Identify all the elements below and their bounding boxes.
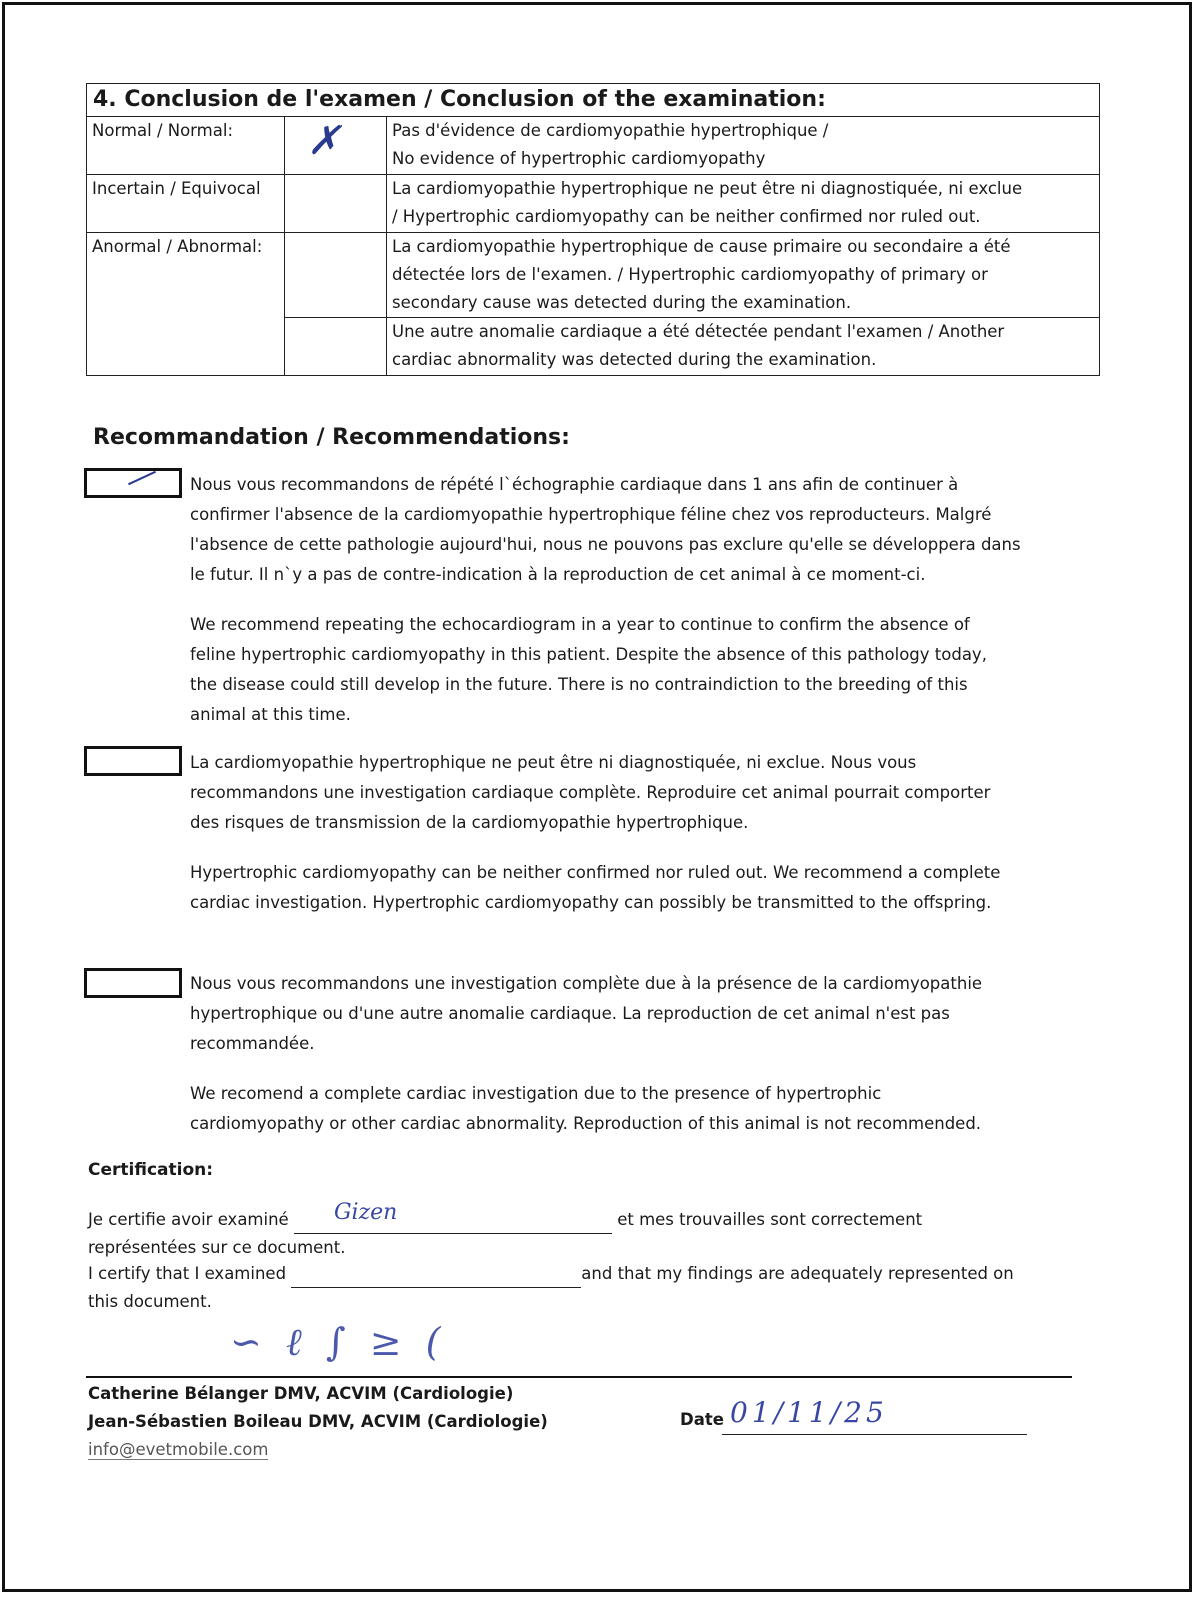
row-abnormal [87, 233, 1100, 318]
certification-title: Certification: [88, 1160, 214, 1180]
row-description: Une autre anomalie cardiaque a été détectée pendant l'examen / Another cardiac abnormality was detected during the examination. [387, 318, 1100, 376]
animal-name-field-fr[interactable]: Gizen [294, 1209, 612, 1234]
recommendation-checkbox-1[interactable] [84, 468, 182, 498]
contact-email-link[interactable]: info@evetmobile.com [88, 1440, 269, 1459]
certification-fr-line2: représentées sur ce document. [88, 1238, 346, 1257]
recommendation-1: Nous vous recommandons de répété l`échographie cardiaque dans 1 ans afin de continuer à confirmer l'absence de la cardiomyopathie hypertrophique féline chez vos reproducteurs. Malgré l'absence de cette pathologie aujourd'hui, nous ne pouvons pas exclure qu'elle se développera dans le futur. Il n`y a pas de contre-indication à la reproduction de cet animal à ce moment-ci. We recommend repeating the echocardiogram in a year to continue to confirm the absence of feline hypertrophic cardiomyopathy in this patient. Despite the absence of this pathology today, the disease could still develop in the future. There is no contraindiction to the breeding of this animal at this time. [190, 475, 1021, 724]
date-value: 01/11/25 [730, 1396, 888, 1429]
row-label: Incertain / Equivocal [87, 175, 285, 233]
certification-en-line2: this document. [88, 1292, 212, 1311]
conclusion-title: 4. Conclusion de l'examen / Conclusion of the examination: [87, 84, 1100, 117]
recommendation-2: La cardiomyopathie hypertrophique ne peut être ni diagnostiquée, ni exclue. Nous vous recommandons une investigation cardiaque complète. Reproduire cet animal pourrait comporter des risques de transmission de la cardiomyopathie hypertrophique. Hypertrophic cardiomyopathy can be neither confirmed nor ruled out. We recommend a complete cardiac investigation. Hypertrophic cardiomyopathy can possibly be transmitted to the offspring. [190, 753, 1001, 912]
row-description: La cardiomyopathie hypertrophique de cause primaire ou secondaire a été détectée lors de l'examen. / Hypertrophic cardiomyopathy of primary or secondary cause was detected during the examination. [387, 233, 1100, 318]
check-mark-icon: ✗ [307, 118, 341, 164]
row-equivocal [87, 175, 1100, 233]
certification-en: I certify that I examined and that my findings are adequately represented on [88, 1260, 1014, 1288]
date-field[interactable] [722, 1396, 1027, 1435]
checkbox-normal[interactable] [285, 117, 387, 175]
date-label: Date [680, 1410, 724, 1429]
animal-name-field-en[interactable] [291, 1263, 581, 1288]
row-description: La cardiomyopathie hypertrophique ne peut être ni diagnostiquée, ni exclue / Hypertrophic cardiomyopathy can be neither confirmed nor ruled out. [387, 175, 1100, 233]
checkbox-abnormal-hcm[interactable] [285, 233, 387, 318]
checkbox-equivocal[interactable] [285, 175, 387, 233]
conclusion-table [86, 83, 1100, 376]
recommendations-title: Recommandation / Recommendations: [93, 425, 570, 450]
row-label: Normal / Normal: [87, 117, 285, 175]
recommendation-checkbox-2[interactable] [84, 746, 182, 776]
checkbox-abnormal-other[interactable] [285, 318, 387, 376]
recommendation-checkbox-3[interactable] [84, 968, 182, 998]
handwritten-signature: ∽ ℓ ∫ ≥ ( [230, 1320, 447, 1364]
vet-name-1: Catherine Bélanger DMV, ACVIM (Cardiologie) [88, 1384, 514, 1403]
row-label: Anormal / Abnormal: [87, 233, 285, 376]
row-description: Pas d'évidence de cardiomyopathie hypertrophique / No evidence of hypertrophic cardiomyopathy [387, 117, 1100, 175]
row-normal [87, 117, 1100, 175]
recommendation-3: Nous vous recommandons une investigation complète due à la présence de la cardiomyopathie hypertrophique ou d'une autre anomalie cardiaque. La reproduction de cet animal n'est pas recommandée. We recomend a complete cardiac investigation due to the presence of hypertrophic cardiomyopathy or other cardiac abnormality. Reproduction of this animal is not recommended. [190, 974, 983, 1133]
certification-fr: Je certifie avoir examiné Gizen et mes trouvailles sont correctement [88, 1206, 922, 1234]
signature-line [86, 1376, 1072, 1378]
vet-name-2: Jean-Sébastien Boileau DMV, ACVIM (Cardiologie) [88, 1412, 548, 1431]
